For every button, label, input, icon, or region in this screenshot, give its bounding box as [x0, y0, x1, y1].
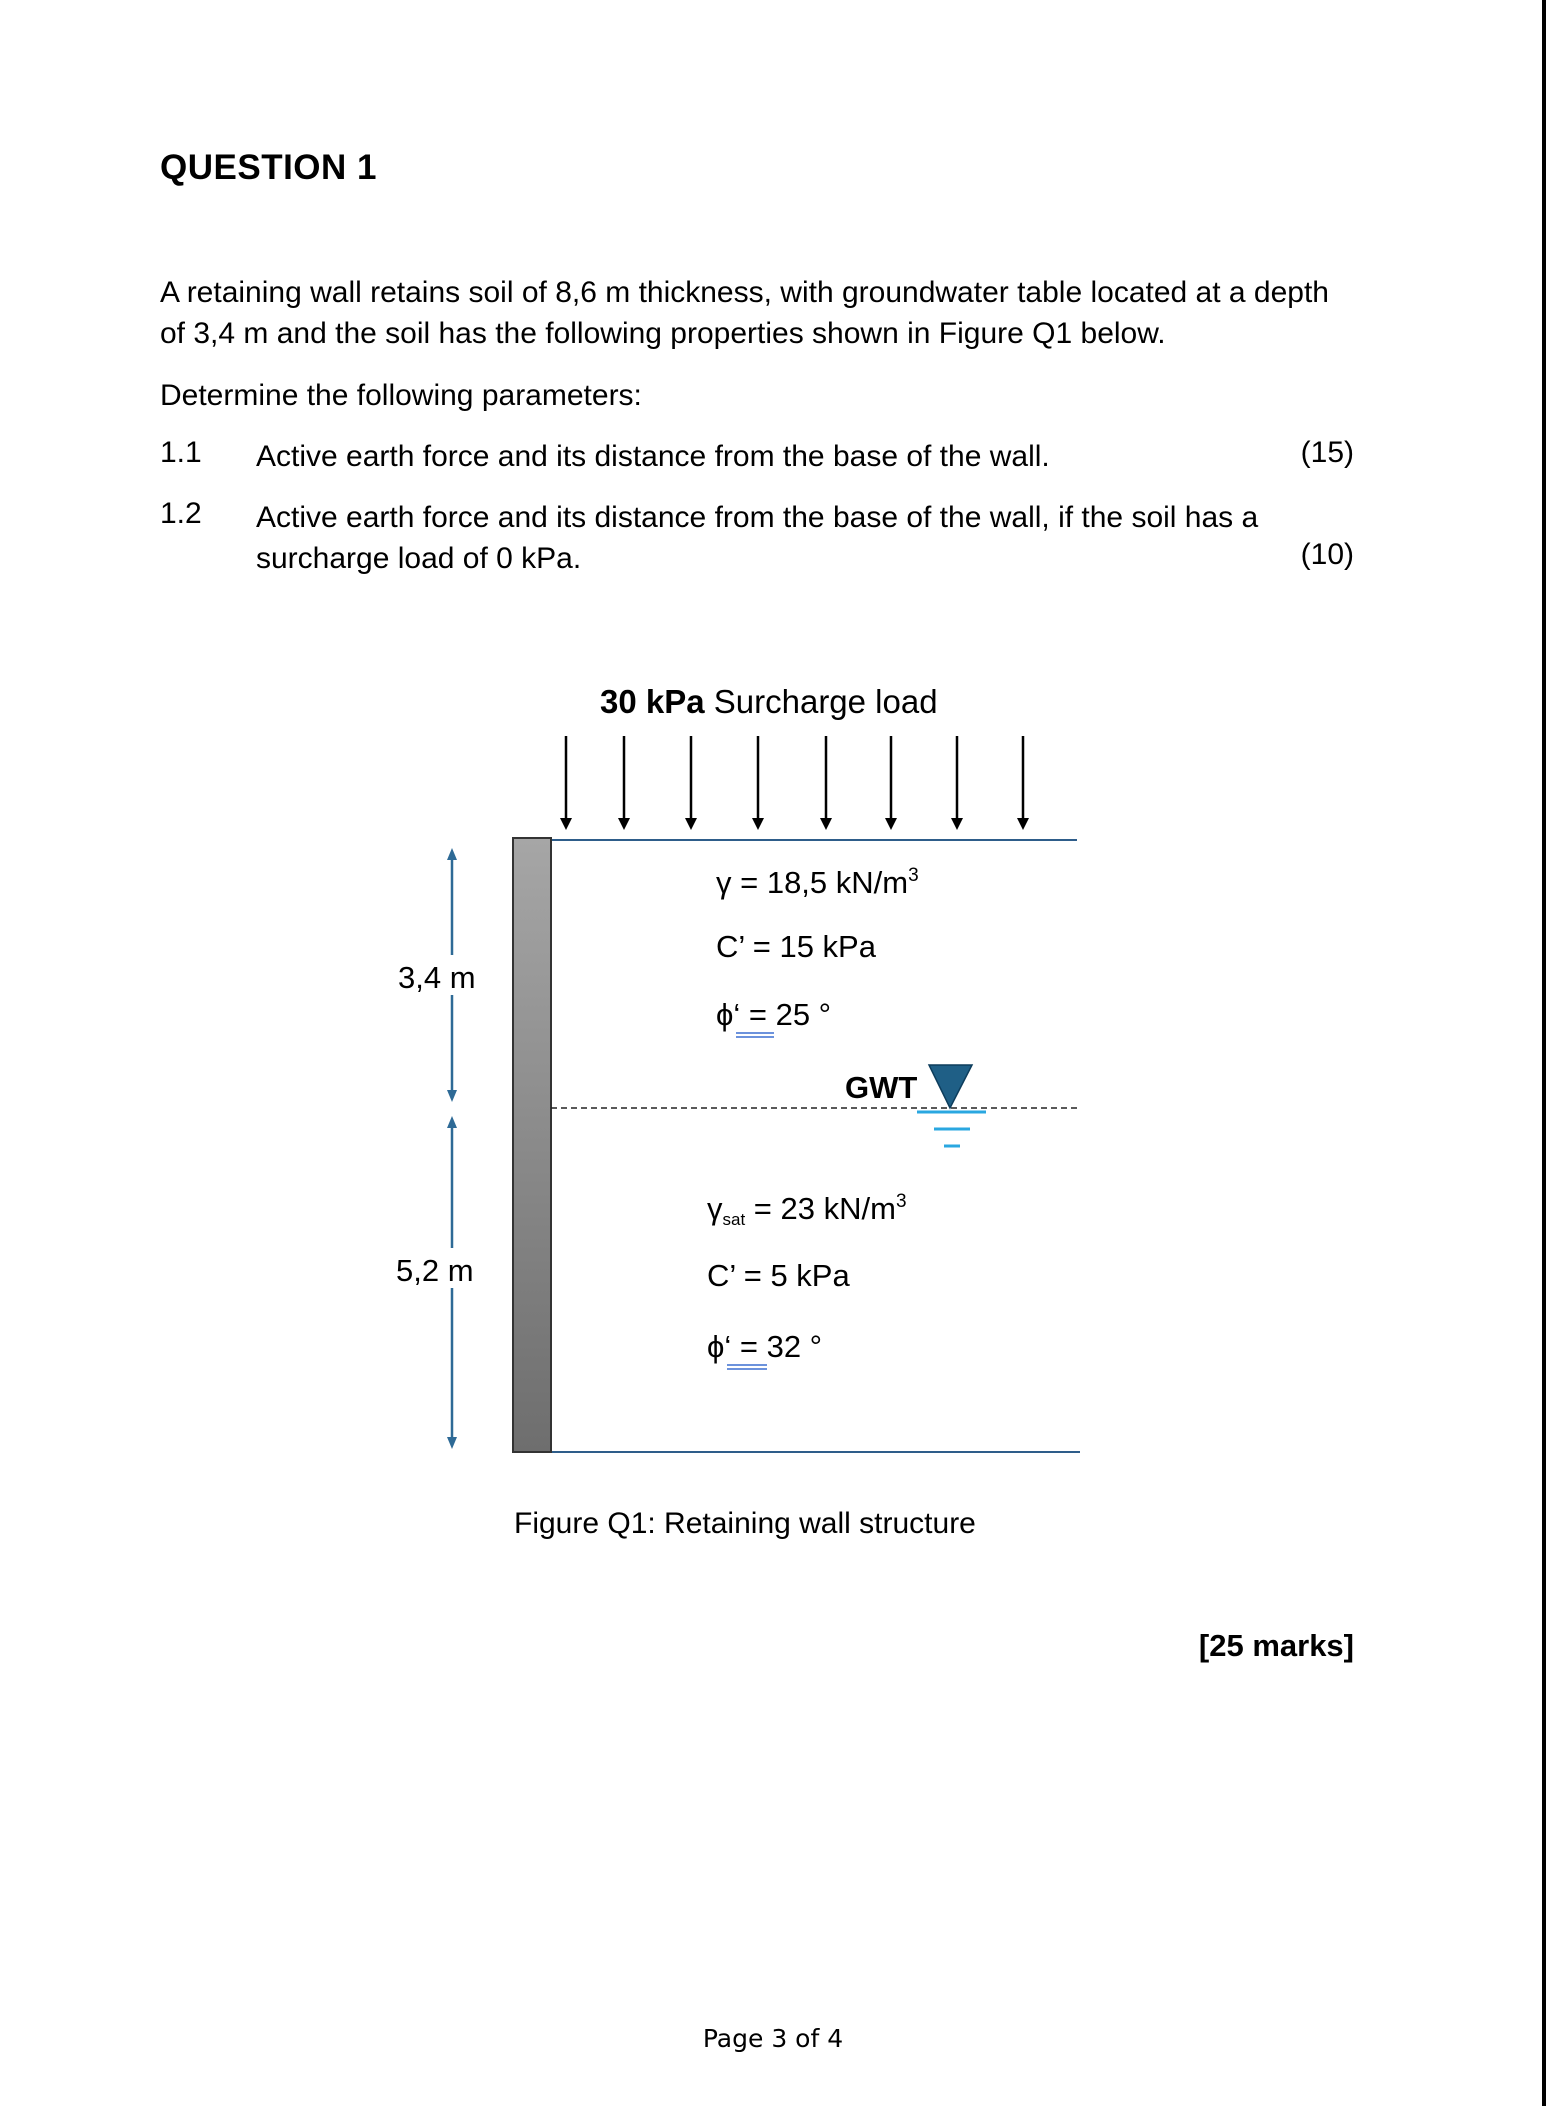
- question-marks: (15): [1300, 436, 1354, 469]
- surcharge-arrows: [566, 736, 1023, 824]
- dimension-top-label: 3,4 m: [398, 960, 476, 995]
- surcharge-value: 30 kPa: [600, 683, 705, 720]
- question-number: 1.1: [160, 436, 202, 469]
- gwt-label: GWT: [845, 1070, 918, 1105]
- retaining-wall: [513, 838, 551, 1452]
- dimension-bottom-label: 5,2 m: [396, 1253, 474, 1288]
- surcharge-label: [600, 683, 938, 720]
- bottom-unit-weight: γsat = 23 $kN/m^3$: [707, 1191, 907, 1229]
- question-marks: (10): [1300, 538, 1354, 571]
- page-footer: Page 3 of 4: [702, 2024, 844, 2053]
- figure-caption: Figure Q1: Retaining wall structure: [514, 1507, 976, 1540]
- retaining-wall-figure: [0, 660, 1546, 1490]
- question-text: Active earth force and its distance from the base of the wall.: [256, 440, 1050, 473]
- question-text: Active earth force and its distance from the base of the wall, if the soil has a surcharge load of 0 kPa.: [256, 501, 1259, 575]
- instruction-text: Determine the following parameters:: [160, 379, 642, 412]
- question-number: 1.2: [160, 497, 202, 530]
- top-friction-angle: ϕ‘ = 25 °: [716, 997, 832, 1032]
- bottom-friction-angle: ϕ‘ = 32 °: [707, 1329, 823, 1364]
- question-heading: QUESTION 1: [160, 148, 377, 187]
- top-unit-weight: γ = 18,5 $kN/m^3$: [716, 865, 919, 900]
- intro-paragraph: A retaining wall retains soil of 8,6 m thickness, with groundwater table located at a depth of 3,4 m and the soil has the following properties shown in Figure Q1 below.: [160, 276, 1329, 350]
- top-cohesion: C’ = 15 kPa: [716, 929, 876, 964]
- bottom-cohesion: C’ = 5 kPa: [707, 1258, 850, 1293]
- total-marks: [25 marks]: [1198, 1628, 1354, 1663]
- surcharge-text: Surcharge load: [704, 683, 938, 720]
